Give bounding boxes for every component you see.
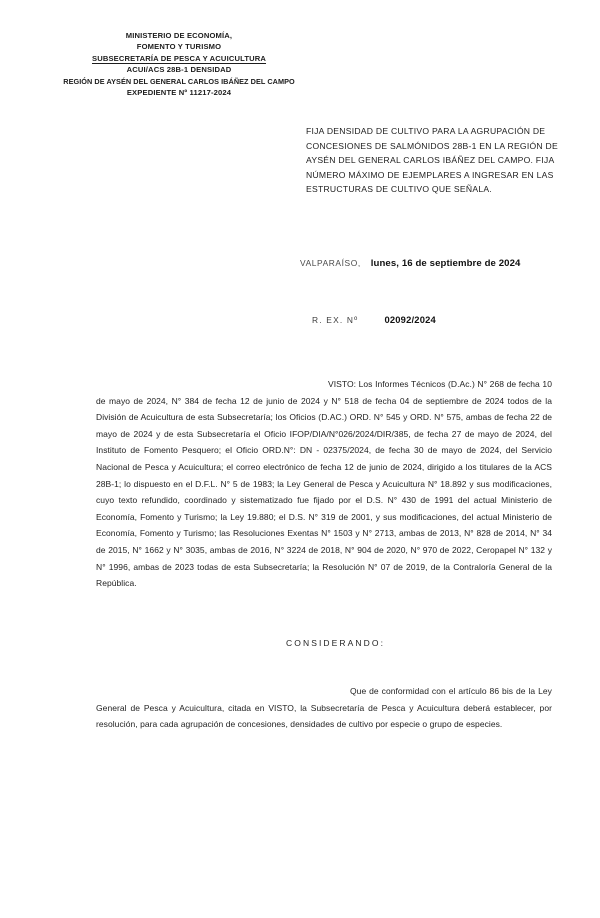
- considerando-paragraph: [96, 683, 552, 733]
- visto-paragraph: [96, 376, 552, 592]
- subject-block: FIJA DENSIDAD DE CULTIVO PARA LA AGRUPACIÓN DE CONCESIONES DE SALMÓNIDOS 28B-1 EN LA REGIÓN DE AYSÉN DEL GENERAL CARLOS IBÁÑEZ DEL CAMPO. FIJA NÚMERO MÁXIMO DE EJEMPLARES A INGRESAR EN LAS ESTRUCTURAS DE CULTIVO QUE SEÑALA.: [306, 126, 558, 195]
- dateline-place: VALPARAÍSO,: [300, 258, 361, 268]
- visto-text: VISTO: Los Informes Técnicos (D.Ac.) N° 268 de fecha 10 de mayo de 2024, N° 384 de fecha 12 de junio de 2024 y N° 518 de fecha 04 de septiembre de 2024 todos de la División de Acuicultura de esta Subsecretaría; los Oficios (D.AC.) ORD. N° 545 y ORD. N° 575, ambas de fecha 22 de mayo de 2024 y de esta Subsecretaría el Oficio IFOP/DIA/N°026/2024/DIR/385, de fecha 27 de mayo de 2024, del Instituto de Fomento Pesquero; el Oficio ORD.N°: DN - 02375/2024, de fecha 30 de mayo de 2024, del Servicio Nacional de Pesca y Acuicultura; el correo electrónico de fecha 12 de junio de 2024, dirigido a los titulares de la ACS 28B-1; lo dispuesto en el D.F.L. N° 5 de 1983; la Ley General de Pesca y Acuicultura N° 18.892 y sus modificaciones, cuyo texto refundido, coordinado y sistematizado fue fijado por el D.S. N° 430 de 1991 del actual Ministerio de Economía, Fomento y Turismo; la Ley 19.880; el D.S. N° 319 de 2001, y sus modificaciones, del actual Ministerio de Economía, Fomento y Turismo; las Resoluciones Exentas N° 1503 y N° 2713, ambas de 2013, N° 828 de 2014, N° 34 de 2015, N° 1662 y N° 3035, ambas de 2016, N° 3224 de 2018, N° 904 de 2020, N° 970 de 2022, Ceropapel N° 132 y N° 1996, ambas de 2023 todas de esta Subsecretaría; la Resolución N° 07 de 2019, de la Contraloría General de la República.: [96, 379, 552, 589]
- resolution-line: [312, 314, 592, 325]
- considerando-text: Que de conformidad con el artículo 86 bis de la Ley General de Pesca y Acuicultura, citada en VISTO, la Subsecretaría de Pesca y Acuicultura deberá establecer, por resolución, para cada agrupación de concesiones, densidades de cultivo por especie o grupo de especies.: [96, 686, 552, 730]
- letterhead-line-subsecretaria: SUBSECRETARÍA DE PESCA Y ACUICULTURA: [91, 53, 267, 63]
- letterhead-line-ministry: MINISTERIO DE ECONOMÍA,: [125, 31, 233, 40]
- letterhead-line-expediente: EXPEDIENTE Nº 11217-2024: [126, 88, 232, 98]
- dateline-date: lunes, 16 de septiembre de 2024: [370, 258, 521, 269]
- considerando-heading: CONSIDERANDO:: [286, 638, 386, 648]
- considerando-section: [96, 683, 552, 733]
- resolution-label: R. EX. Nº: [312, 315, 359, 325]
- letterhead-line-region: REGIÓN DE AYSÉN DEL GENERAL CARLOS IBÁÑEZ DEL CAMPO: [63, 76, 295, 86]
- letterhead-line-acs-code: ACUI/ACS 28B-1 DENSIDAD: [126, 65, 232, 75]
- dateline: [300, 258, 580, 269]
- letterhead-line-division: FOMENTO Y TURISMO: [136, 42, 222, 52]
- letterhead: [34, 30, 324, 98]
- visto-section: [96, 376, 552, 592]
- resolution-number: 02092/2024: [384, 314, 436, 325]
